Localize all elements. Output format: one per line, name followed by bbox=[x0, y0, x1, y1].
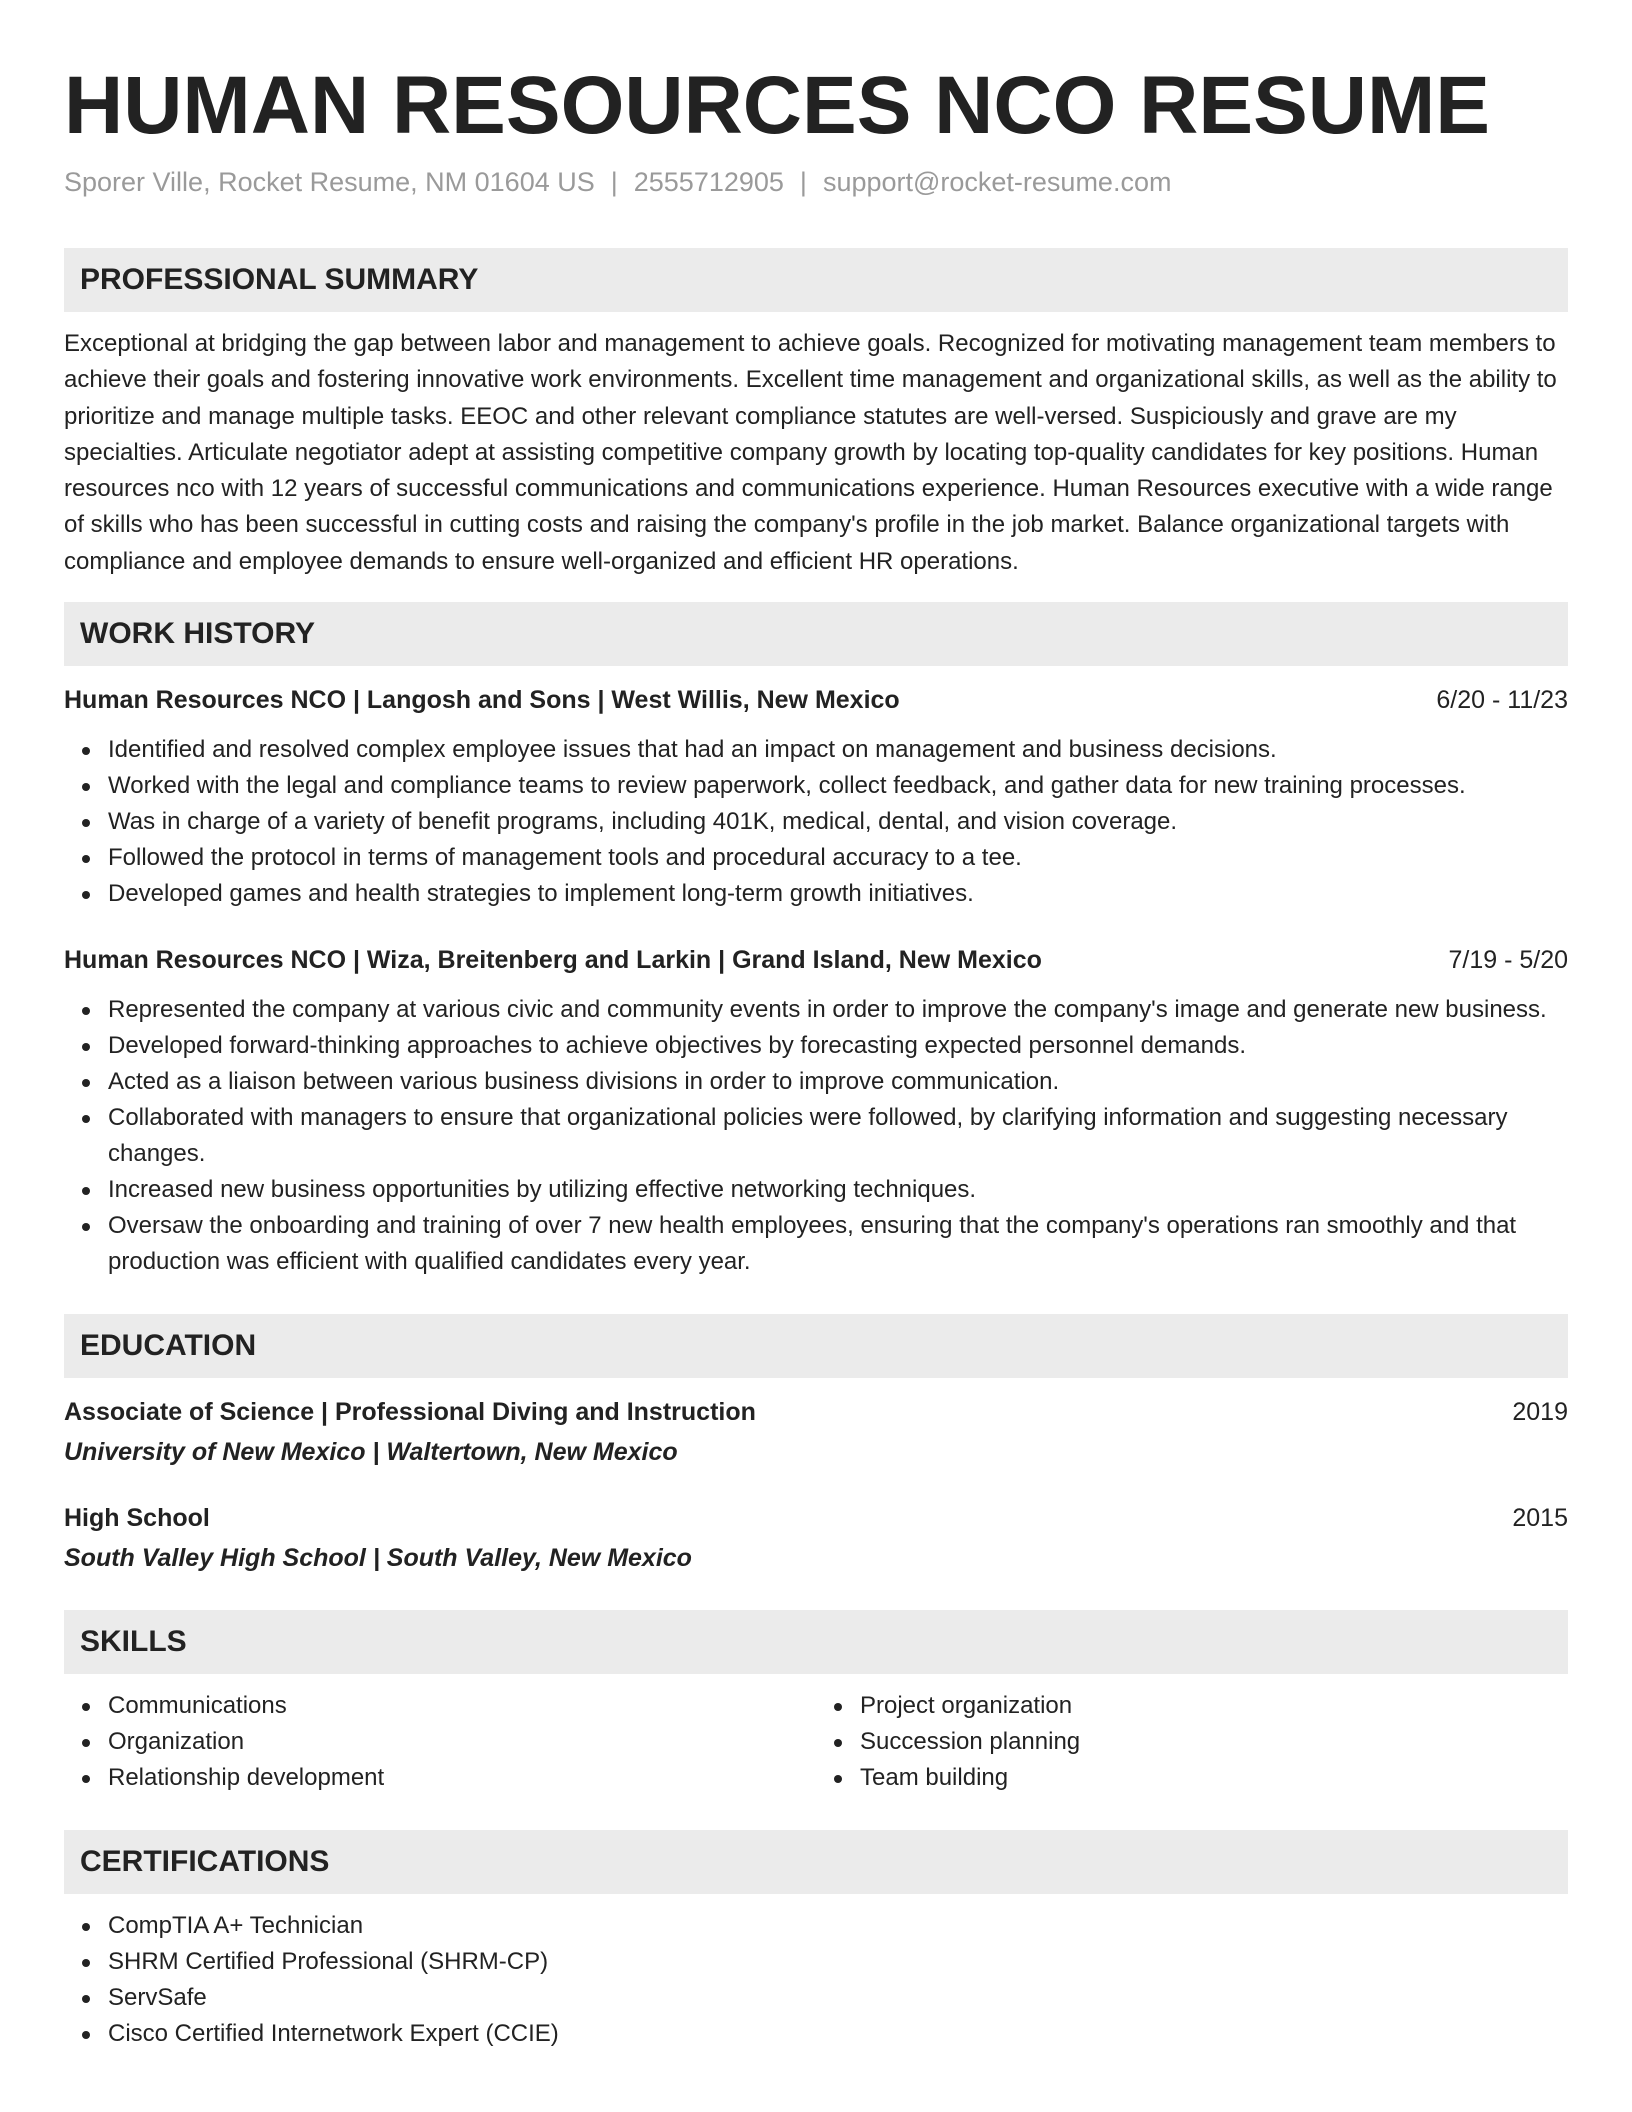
job-entry bbox=[64, 682, 1568, 912]
contact-email: support@rocket-resume.com bbox=[822, 167, 1172, 197]
job-bullet: Collaborated with managers to ensure that organizational policies were followed, by clarifying information and suggesting necessary changes. bbox=[108, 1100, 1568, 1172]
education-school: University of New Mexico | Waltertown, New Mexico bbox=[64, 1438, 678, 1467]
certification-item: SHRM Certified Professional (SHRM-CP) bbox=[108, 1944, 1568, 1980]
resume-page bbox=[64, 0, 1568, 2052]
job-bullet: Oversaw the onboarding and training of over 7 new health employees, ensuring that the company's operations ran smoothly and that production was efficient with qualified candidates every year. bbox=[108, 1208, 1568, 1280]
skill-item: Project organization bbox=[860, 1688, 1568, 1724]
job-bullet: Increased new business opportunities by utilizing effective networking techniques. bbox=[108, 1172, 1568, 1208]
skills-list bbox=[64, 1674, 1568, 1796]
skill-item: Relationship development bbox=[108, 1760, 816, 1796]
job-header bbox=[64, 682, 1568, 718]
job-header bbox=[64, 942, 1568, 978]
job-bullet: Represented the company at various civic and community events in order to improve the company's image and generate new business. bbox=[108, 992, 1568, 1028]
skill-item: Communications bbox=[108, 1688, 816, 1724]
job-bullet: Identified and resolved complex employee issues that had an impact on management and business decisions. bbox=[108, 732, 1568, 768]
job-dates: 7/19 - 5/20 bbox=[1448, 946, 1568, 975]
job-bullet: Developed forward-thinking approaches to achieve objectives by forecasting expected personnel demands. bbox=[108, 1028, 1568, 1064]
job-bullet: Acted as a liaison between various business divisions in order to improve communication. bbox=[108, 1064, 1568, 1100]
section-header-work-history: WORK HISTORY bbox=[64, 602, 1568, 666]
certification-item: CompTIA A+ Technician bbox=[108, 1908, 1568, 1944]
education-header bbox=[64, 1394, 1568, 1430]
certification-item: ServSafe bbox=[108, 1980, 1568, 2016]
resume-name-title: HUMAN RESOURCES NCO RESUME bbox=[64, 60, 1490, 151]
summary-text: Exceptional at bridging the gap between labor and management to achieve goals. Recognized for motivating management team members to achieve their goals and fostering innovative work environments. Excellent time management and organizational skills, as well as the ability to prioritize and manage multiple tasks. EEOC and other relevant compliance statutes are well-versed. Suspiciously and grave are my specialties. Articulate negotiator adept at assisting competitive company growth by locating top-quality candidates for key positions. Human resources nco with 12 years of successful communications and communications experience. Human Resources executive with a wide range of skills who has been successful in cutting costs and raising the company's profile in the job market. Balance organizational targets with compliance and employee demands to ensure well-organized and efficient HR operations. bbox=[64, 330, 1557, 575]
contact-separator: | bbox=[610, 167, 618, 197]
job-dates: 6/20 - 11/23 bbox=[1436, 686, 1568, 715]
section-header-summary: PROFESSIONAL SUMMARY bbox=[64, 248, 1568, 312]
certification-item: Cisco Certified Internetwork Expert (CCIE) bbox=[108, 2016, 1568, 2052]
education-school: South Valley High School | South Valley, New Mexico bbox=[64, 1544, 692, 1573]
job-bullets bbox=[64, 992, 1568, 1280]
education-year: 2019 bbox=[1512, 1398, 1568, 1427]
skill-item: Succession planning bbox=[860, 1724, 1568, 1760]
job-bullets bbox=[64, 732, 1568, 912]
job-bullet: Was in charge of a variety of benefit programs, including 401K, medical, dental, and vision coverage. bbox=[108, 804, 1568, 840]
contact-address: Sporer Ville, Rocket Resume, NM 01604 US bbox=[64, 167, 595, 197]
certifications-list bbox=[64, 1908, 1568, 2052]
education-entry bbox=[64, 1394, 1568, 1470]
section-header-education: EDUCATION bbox=[64, 1314, 1568, 1378]
skill-item: Team building bbox=[860, 1760, 1568, 1796]
job-bullet: Developed games and health strategies to implement long-term growth initiatives. bbox=[108, 876, 1568, 912]
job-title: Human Resources NCO | Langosh and Sons | West Willis, New Mexico bbox=[64, 686, 900, 715]
section-header-skills: SKILLS bbox=[64, 1610, 1568, 1674]
contact-phone: 2555712905 bbox=[633, 167, 784, 197]
contact-line bbox=[64, 164, 1568, 200]
skills-column-left bbox=[64, 1688, 816, 1796]
skill-item: Organization bbox=[108, 1724, 816, 1760]
skills-column-right bbox=[816, 1688, 1568, 1796]
education-header bbox=[64, 1500, 1568, 1536]
education-degree: High School bbox=[64, 1504, 210, 1533]
section-header-certifications: CERTIFICATIONS bbox=[64, 1830, 1568, 1894]
education-year: 2015 bbox=[1512, 1504, 1568, 1533]
job-bullet: Followed the protocol in terms of management tools and procedural accuracy to a tee. bbox=[108, 840, 1568, 876]
job-title: Human Resources NCO | Wiza, Breitenberg and Larkin | Grand Island, New Mexico bbox=[64, 946, 1042, 975]
job-bullet: Worked with the legal and compliance teams to review paperwork, collect feedback, and gather data for new training processes. bbox=[108, 768, 1568, 804]
education-entry bbox=[64, 1500, 1568, 1576]
contact-separator: | bbox=[799, 167, 807, 197]
job-entry bbox=[64, 942, 1568, 1280]
education-degree: Associate of Science | Professional Diving and Instruction bbox=[64, 1398, 756, 1427]
